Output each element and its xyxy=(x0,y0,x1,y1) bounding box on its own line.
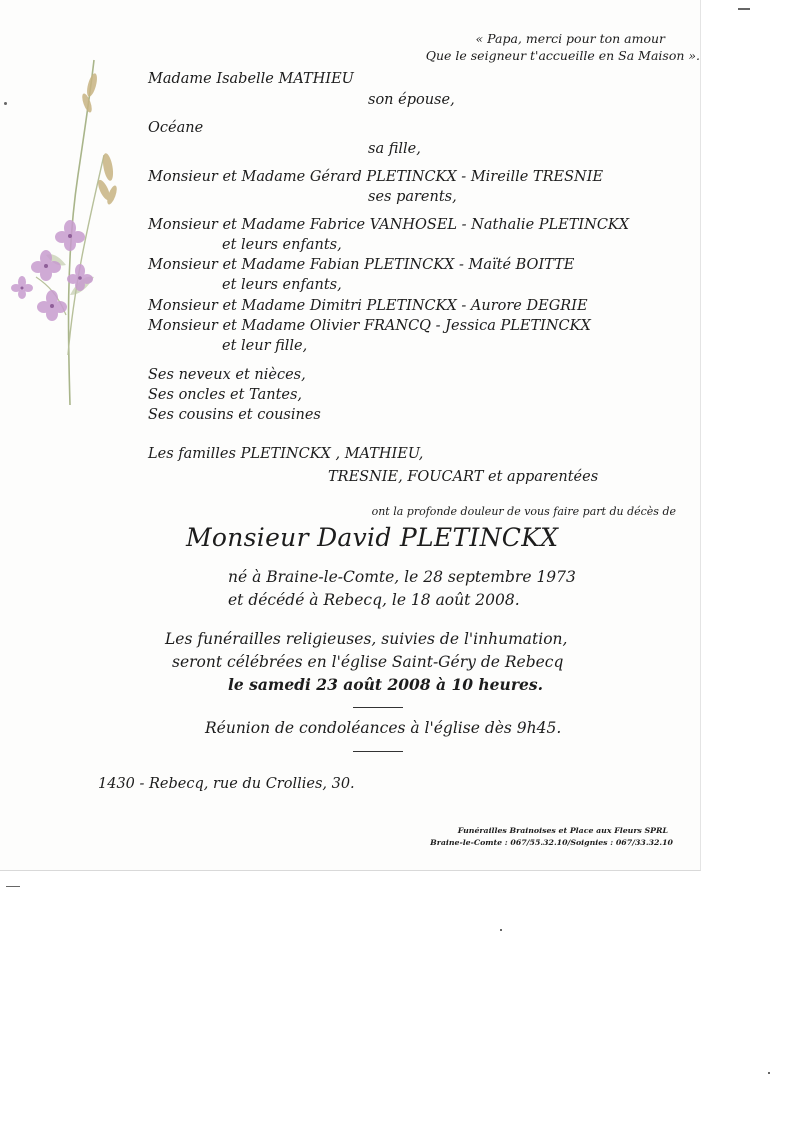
sibling-2-role: et leurs enfants, xyxy=(222,277,342,293)
parents-name: Monsieur et Madame Gérard PLETINCKX - Mireille TRESNIE xyxy=(148,169,604,185)
sibling-1-role: et leurs enfants, xyxy=(222,237,342,253)
sibling-3-name: Monsieur et Madame Dimitri PLETINCKX - Aurore DEGRIE xyxy=(148,298,588,314)
scan-speck xyxy=(6,886,20,887)
motto-line-1: « Papa, merci pour ton amour xyxy=(475,31,665,46)
funeral-home-phones: Braine-le-Comte : 067/55.32.10/Soignies : 067/33.32.10 xyxy=(430,838,673,847)
announcement-intro: ont la profonde douleur de vous faire part du décès de xyxy=(371,505,676,518)
birth-line: né à Braine-le-Comte, le 28 septembre 1973 xyxy=(228,568,576,586)
sibling-4-role: et leur fille, xyxy=(222,338,308,354)
sibling-1-name: Monsieur et Madame Fabrice VANHOSEL - Nathalie PLETINCKX xyxy=(148,217,630,233)
relatives-line-1: Ses neveux et nièces, xyxy=(148,367,306,383)
deceased-name: Monsieur David PLETINCKX xyxy=(186,523,559,552)
wife-role: son épouse, xyxy=(368,92,455,108)
funeral-line-2: seront célébrées en l'église Saint-Géry de Rebecq xyxy=(172,653,564,671)
death-line: et décédé à Rebecq, le 18 août 2008. xyxy=(228,591,520,609)
sibling-2-name: Monsieur et Madame Fabian PLETINCKX - Maïté BOITTE xyxy=(148,257,575,273)
flower-illustration xyxy=(8,55,128,415)
relatives-line-2: Ses oncles et Tantes, xyxy=(148,387,303,403)
daughter-role: sa fille, xyxy=(368,141,421,157)
funeral-line-3: le samedi 23 août 2008 à 10 heures. xyxy=(228,675,543,694)
scan-speck xyxy=(768,1072,770,1074)
funeral-home-name: Funérailles Brainoises et Place aux Fleurs SPRL xyxy=(457,826,668,835)
address-line: 1430 - Rebecq, rue du Crollies, 30. xyxy=(98,776,355,792)
divider-1 xyxy=(353,707,403,708)
parents-role: ses parents, xyxy=(368,189,457,205)
condolences-line: Réunion de condoléances à l'église dès 9h45. xyxy=(205,719,562,737)
scan-speck xyxy=(4,102,7,105)
relatives-line-3: Ses cousins et cousines xyxy=(148,407,321,423)
funeral-line-1: Les funérailles religieuses, suivies de l'inhumation, xyxy=(165,630,568,648)
families-line-2: TRESNIE, FOUCART et apparentées xyxy=(328,469,599,485)
scan-speck xyxy=(500,929,502,931)
families-line-1: Les familles PLETINCKX , MATHIEU, xyxy=(148,446,424,462)
daughter-name: Océane xyxy=(148,120,204,136)
wife-name: Madame Isabelle MATHIEU xyxy=(148,71,354,87)
divider-2 xyxy=(353,751,403,752)
scan-speck xyxy=(738,8,750,10)
motto-line-2: Que le seigneur t'accueille en Sa Maison ». xyxy=(425,48,700,63)
sibling-4-name: Monsieur et Madame Olivier FRANCQ - Jessica PLETINCKX xyxy=(148,318,591,334)
